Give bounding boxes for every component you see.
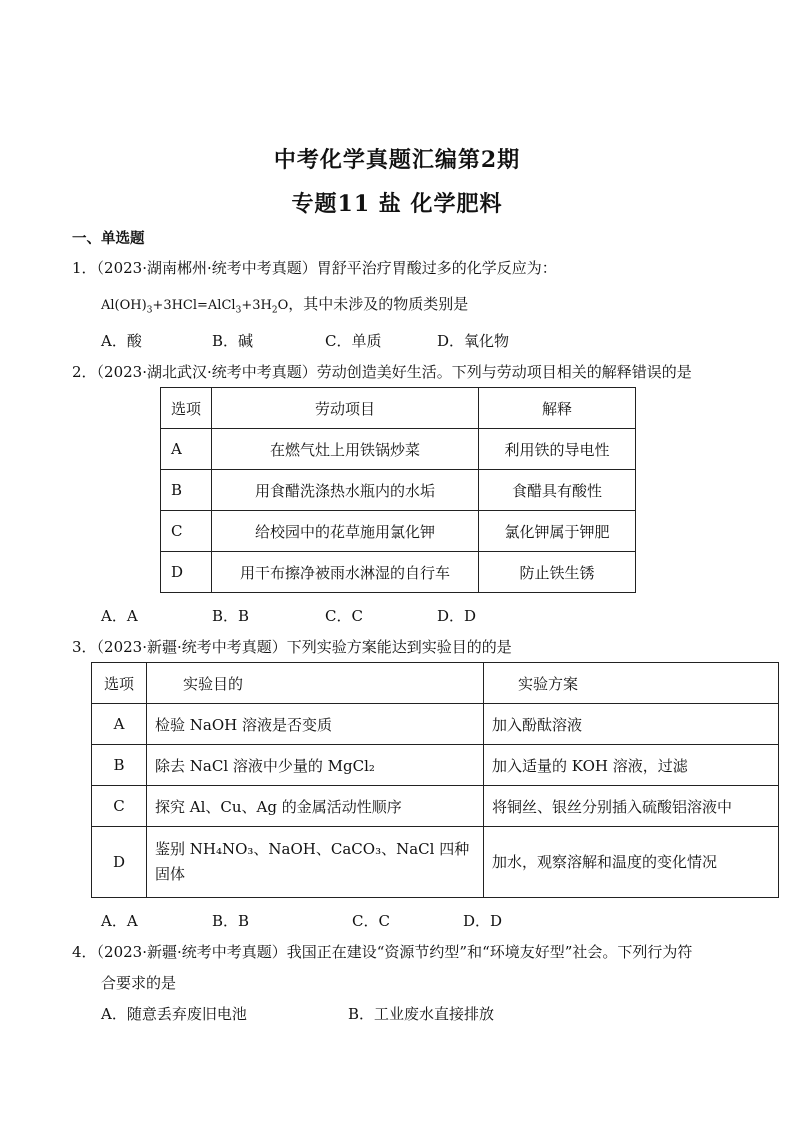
table-header-cell: 实验方案 (484, 663, 779, 704)
q2-option-a: A．A (101, 607, 138, 625)
formula-sub: 3 (146, 305, 153, 316)
table-header-row (161, 388, 636, 429)
question-3-stem: 3．（2023·新疆·统考中考真题）下列实验方案能达到实验目的的是 (72, 638, 512, 656)
table-header-cell: 选项 (161, 388, 212, 429)
table-cell: B (92, 745, 147, 786)
table-cell: 加水，观察溶解和温度的变化情况 (484, 827, 779, 898)
table-header-row (92, 663, 779, 704)
table-row (92, 786, 779, 827)
table-cell: 加入适量的 KOH 溶液，过滤 (484, 745, 779, 786)
q4-option-b: B．工业废水直接排放 (348, 1005, 495, 1023)
table-row (92, 745, 779, 786)
q2-option-b: B．B (212, 607, 250, 625)
question-4-stem-line2: 合要求的是 (101, 974, 177, 992)
formula-tail: ，其中未涉及的物质类别是 (288, 295, 469, 313)
table-cell: C (92, 786, 147, 827)
table-cell: 用食醋洗涤热水瓶内的水垢 (212, 470, 479, 511)
q3-option-b: B．B (212, 912, 250, 930)
q1-option-a: A．酸 (101, 332, 142, 350)
table-cell: 鉴别 NH₄NO₃、NaOH、CaCO₃、NaCl 四种固体 (147, 827, 484, 898)
table-cell: 利用铁的导电性 (479, 429, 636, 470)
table-cell: D (161, 552, 212, 593)
question-1-stem: 1．（2023·湖南郴州·统考中考真题）胃舒平治疗胃酸过多的化学反应为： (72, 259, 557, 277)
question-1-formula-line (101, 294, 468, 321)
table-cell: 在燃气灶上用铁锅炒菜 (212, 429, 479, 470)
question-2-stem: 2．（2023·湖北武汉·统考中考真题）劳动创造美好生活。下列与劳动项目相关的解释错误的是 (72, 363, 692, 381)
q4-option-a: A．随意丢弃废旧电池 (101, 1005, 247, 1023)
table-header-cell: 实验目的 (147, 663, 484, 704)
q1-option-d: D．氧化物 (437, 332, 510, 350)
table-cell: 防止铁生锈 (479, 552, 636, 593)
table-row (161, 470, 636, 511)
table-cell: 食醋具有酸性 (479, 470, 636, 511)
table-row (92, 704, 779, 745)
table-cell: 探究 Al、Cu、Ag 的金属活动性顺序 (147, 786, 484, 827)
table-cell: 除去 NaCl 溶液中少量的 MgCl₂ (147, 745, 484, 786)
document-subtitle: 专题11 盐 化学肥料 (291, 191, 503, 217)
table-cell: 检验 NaOH 溶液是否变质 (147, 704, 484, 745)
table-cell: 用干布擦净被雨水淋湿的自行车 (212, 552, 479, 593)
section-heading: 一、单选题 (72, 230, 145, 247)
question-2-table (160, 387, 636, 593)
question-4-stem-line1: 4．（2023·新疆·统考中考真题）我国正在建设“资源节约型”和“环境友好型”社会。下列行为符 (72, 943, 693, 961)
table-row (92, 827, 779, 898)
table-cell: 加入酚酞溶液 (484, 704, 779, 745)
q2-option-d: D．D (437, 607, 477, 625)
table-row (161, 552, 636, 593)
table-row (161, 429, 636, 470)
q3-option-a: A．A (101, 912, 138, 930)
table-cell: D (92, 827, 147, 898)
q3-option-d: D．D (463, 912, 503, 930)
q1-option-c: C．单质 (325, 332, 382, 350)
chemical-equation: $Al(OH)_3+3HCl=AlCl_3+3H_2O$ (101, 298, 289, 316)
q1-option-b: B．碱 (212, 332, 254, 350)
table-header-cell: 劳动项目 (212, 388, 479, 429)
table-cell: A (92, 704, 147, 745)
table-header-cell: 选项 (92, 663, 147, 704)
table-cell: 将铜丝、银丝分别插入硫酸铝溶液中 (484, 786, 779, 827)
table-cell: B (161, 470, 212, 511)
table-cell: 给校园中的花草施用氯化钾 (212, 511, 479, 552)
question-3-table (91, 662, 779, 898)
document-title: 中考化学真题汇编第2期 (273, 147, 521, 173)
table-cell: A (161, 429, 212, 470)
q2-option-c: C．C (325, 607, 363, 625)
table-cell: C (161, 511, 212, 552)
q3-option-c: C．C (352, 912, 390, 930)
formula-sub: 2 (271, 305, 278, 316)
formula-lead: Al(OH) (101, 298, 147, 313)
table-row (161, 511, 636, 552)
formula-sub: 3 (235, 305, 242, 316)
table-header-cell: 解释 (479, 388, 636, 429)
table-cell: 氯化钾属于钾肥 (479, 511, 636, 552)
